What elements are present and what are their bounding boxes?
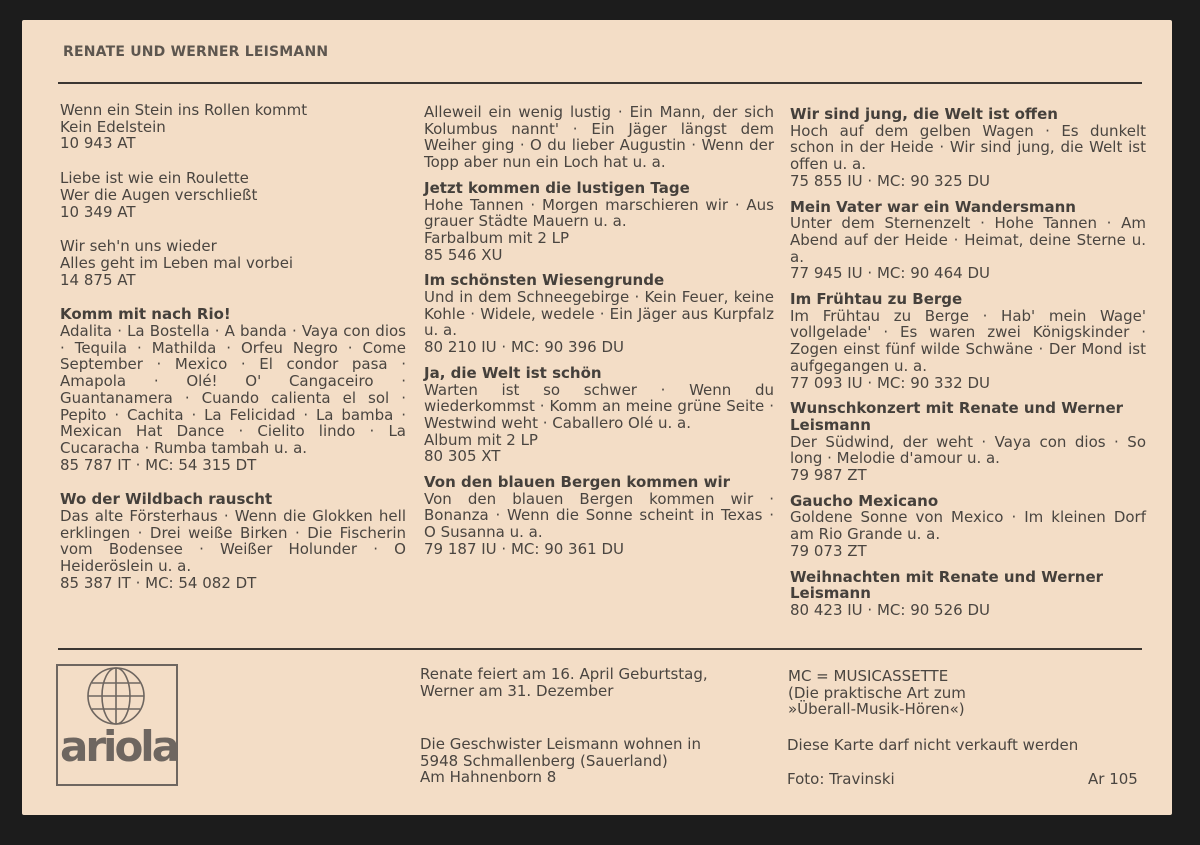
catalog-number: 85 387 IT · MC: 54 082 DT — [60, 573, 257, 592]
album-title: Von den blauen Bergen kommen wir — [424, 473, 730, 492]
album-title: Ja, die Welt ist schön — [424, 363, 602, 382]
album-entry — [60, 238, 406, 288]
mc-line-3: »Überall-Musik-Hören«) — [788, 700, 965, 718]
album-entry — [424, 180, 774, 264]
mc-line-1: MC = MUSICASSETTE — [788, 667, 949, 685]
song-line: Wer die Augen verschließt — [60, 185, 258, 204]
logo-wordmark: ariola — [60, 722, 178, 771]
bottom-divider — [58, 648, 1142, 650]
album-entry — [60, 491, 406, 591]
format-note: Farbalbum mit 2 LP — [424, 228, 570, 247]
catalog-number: 77 093 IU · MC: 90 332 DU — [790, 373, 990, 392]
album-title: Im Frühtau zu Berge — [790, 290, 963, 309]
song-line: Wir seh'n uns wieder — [60, 237, 217, 256]
ariola-logo — [56, 664, 178, 786]
catalog-number: 80 305 XT — [424, 447, 501, 466]
album-entry — [60, 170, 406, 220]
track-list: Hohe Tannen · Morgen marschieren wir · Aus grauer Städte Mauern u. a. — [424, 195, 774, 231]
catalog-number: 80 423 IU · MC: 90 526 DU — [790, 600, 990, 619]
album-title: Jetzt kommen die lustigen Tage — [424, 178, 690, 197]
birthday-note — [420, 666, 780, 699]
album-entry — [424, 365, 774, 465]
album-title: Wunschkonzert mit Renate und Werner Leismann — [790, 399, 1124, 434]
track-list: Und in dem Schneegebirge · Kein Feuer, keine Kohle · Widele, wedele · Ein Jäger aus Kurpfalz u. a. — [424, 288, 774, 340]
catalog-number: 85 787 IT · MC: 54 315 DT — [60, 455, 257, 474]
album-entry — [790, 400, 1146, 484]
album-entry — [790, 106, 1146, 190]
track-list: Hoch auf dem gelben Wagen · Es dunkelt schon in der Heide · Wir sind jung, die Welt ist offen u. a. — [790, 121, 1146, 174]
track-list: Von den blauen Bergen kommen wir · Bonanza · Wenn die Sonne scheint in Texas · O Susanna u. a. — [424, 489, 774, 542]
address-line-1: Die Geschwister Leismann wohnen in — [420, 735, 701, 753]
song-line: Kein Edelstein — [60, 117, 166, 136]
song-line: Wenn ein Stein ins Rollen kommt — [60, 101, 308, 119]
top-divider — [58, 82, 1142, 84]
catalog-number: 79 987 ZT — [790, 466, 867, 485]
album-entry — [790, 493, 1146, 560]
album-title: Gaucho Mexicano — [790, 491, 939, 510]
photo-credit: Foto: Travinski — [787, 770, 895, 788]
address-line-3: Am Hahnenborn 8 — [420, 768, 557, 786]
album-title: Weihnachten mit Renate und Werner Leismann — [790, 567, 1104, 603]
column-2 — [424, 104, 774, 567]
album-entry — [424, 104, 774, 171]
column-1 — [60, 102, 406, 610]
track-list: Warten ist so schwer · Wenn du wiederkommst · Komm an meine grüne Seite · Westwind weht · Caballero Olé u. a. — [424, 380, 774, 432]
catalog-number: 10 349 AT — [60, 202, 136, 221]
album-entry — [790, 569, 1146, 619]
album-entry — [790, 291, 1146, 391]
birthday-line-1: Renate feiert am 16. April Geburtstag, — [420, 665, 708, 683]
track-list: Das alte Försterhaus · Wenn die Glokken hell erklingen · Drei weiße Birken · Die Fischerin vom Bodensee · Weißer Holunder · O Heideröslein u. a. — [60, 507, 406, 576]
card-code: Ar 105 — [1088, 770, 1138, 788]
address-line-2: 5948 Schmallenberg (Sauerland) — [420, 751, 668, 770]
album-title: Wir sind jung, die Welt ist offen — [790, 105, 1058, 123]
address-block — [420, 736, 780, 786]
album-title: Im schönsten Wiesengrunde — [424, 271, 665, 290]
album-entry — [424, 474, 774, 558]
mc-line-2: (Die praktische Art zum — [788, 683, 966, 702]
catalog-number: 10 943 AT — [60, 134, 136, 153]
catalog-number: 79 073 ZT — [790, 541, 867, 560]
format-note: Album mit 2 LP — [424, 430, 538, 449]
catalog-number: 14 875 AT — [60, 270, 136, 289]
sale-notice: Diese Karte darf nicht verkauft werden — [787, 736, 1079, 754]
postcard-back — [22, 20, 1172, 815]
album-entry — [60, 102, 406, 152]
track-list: Unter dem Sternenzelt · Hohe Tannen · Am Abend auf der Heide · Heimat, deine Sterne u. a. — [790, 214, 1146, 266]
track-list: Der Südwind, der weht · Vaya con dios · So long · Melodie d'amour u. a. — [790, 432, 1146, 468]
header-title: RENATE UND WERNER LEISMANN — [63, 44, 329, 60]
column-3 — [790, 106, 1146, 628]
track-list: Adalita · La Bostella · A banda · Vaya con dios · Tequila · Mathilda · Orfeu Negro · Come September · Mexico · El condor pasa · Amapola · Olé! O' Cangaceiro · Guantanamera · Cuando calienta el sol · Pepito · Cachita · La Felicidad · La bamba · Mexican Hat Dance · Cielito lindo · La Cucaracha · Rumba tambah u. a. — [60, 322, 406, 457]
catalog-number: 77 945 IU · MC: 90 464 DU — [790, 264, 990, 283]
birthday-line-2: Werner am 31. Dezember — [420, 681, 614, 700]
album-title: Mein Vater war ein Wandersmann — [790, 197, 1076, 216]
track-list: Alleweil ein wenig lustig · Ein Mann, der sich Kolumbus nannt' · Ein Jäger längst dem Weiher ging · O du lieber Augustin · Wenn der Topp aber nun ein Loch hat u. a. — [424, 103, 774, 172]
song-line: Liebe ist wie ein Roulette — [60, 169, 249, 188]
album-entry — [60, 306, 406, 473]
catalog-number: 80 210 IU · MC: 90 396 DU — [424, 338, 624, 357]
album-title: Komm mit nach Rio! — [60, 305, 231, 324]
album-entry — [424, 272, 774, 356]
catalog-number: 79 187 IU · MC: 90 361 DU — [424, 539, 624, 558]
catalog-number: 75 855 IU · MC: 90 325 DU — [790, 171, 990, 190]
track-list: Goldene Sonne von Mexico · Im kleinen Dorf am Rio Grande u. a. — [790, 508, 1146, 544]
album-title: Wo der Wildbach rauscht — [60, 490, 273, 509]
album-entry — [790, 199, 1146, 283]
mc-note — [788, 668, 1148, 718]
song-line: Alles geht im Leben mal vorbei — [60, 253, 294, 272]
track-list: Im Frühtau zu Berge · Hab' mein Wage' vollgelade' · Es waren zwei Königskinder · Zogen einst fünf wilde Schwäne · Der Mond ist aufgegangen u. a. — [790, 306, 1146, 375]
catalog-number: 85 546 XU — [424, 245, 503, 264]
